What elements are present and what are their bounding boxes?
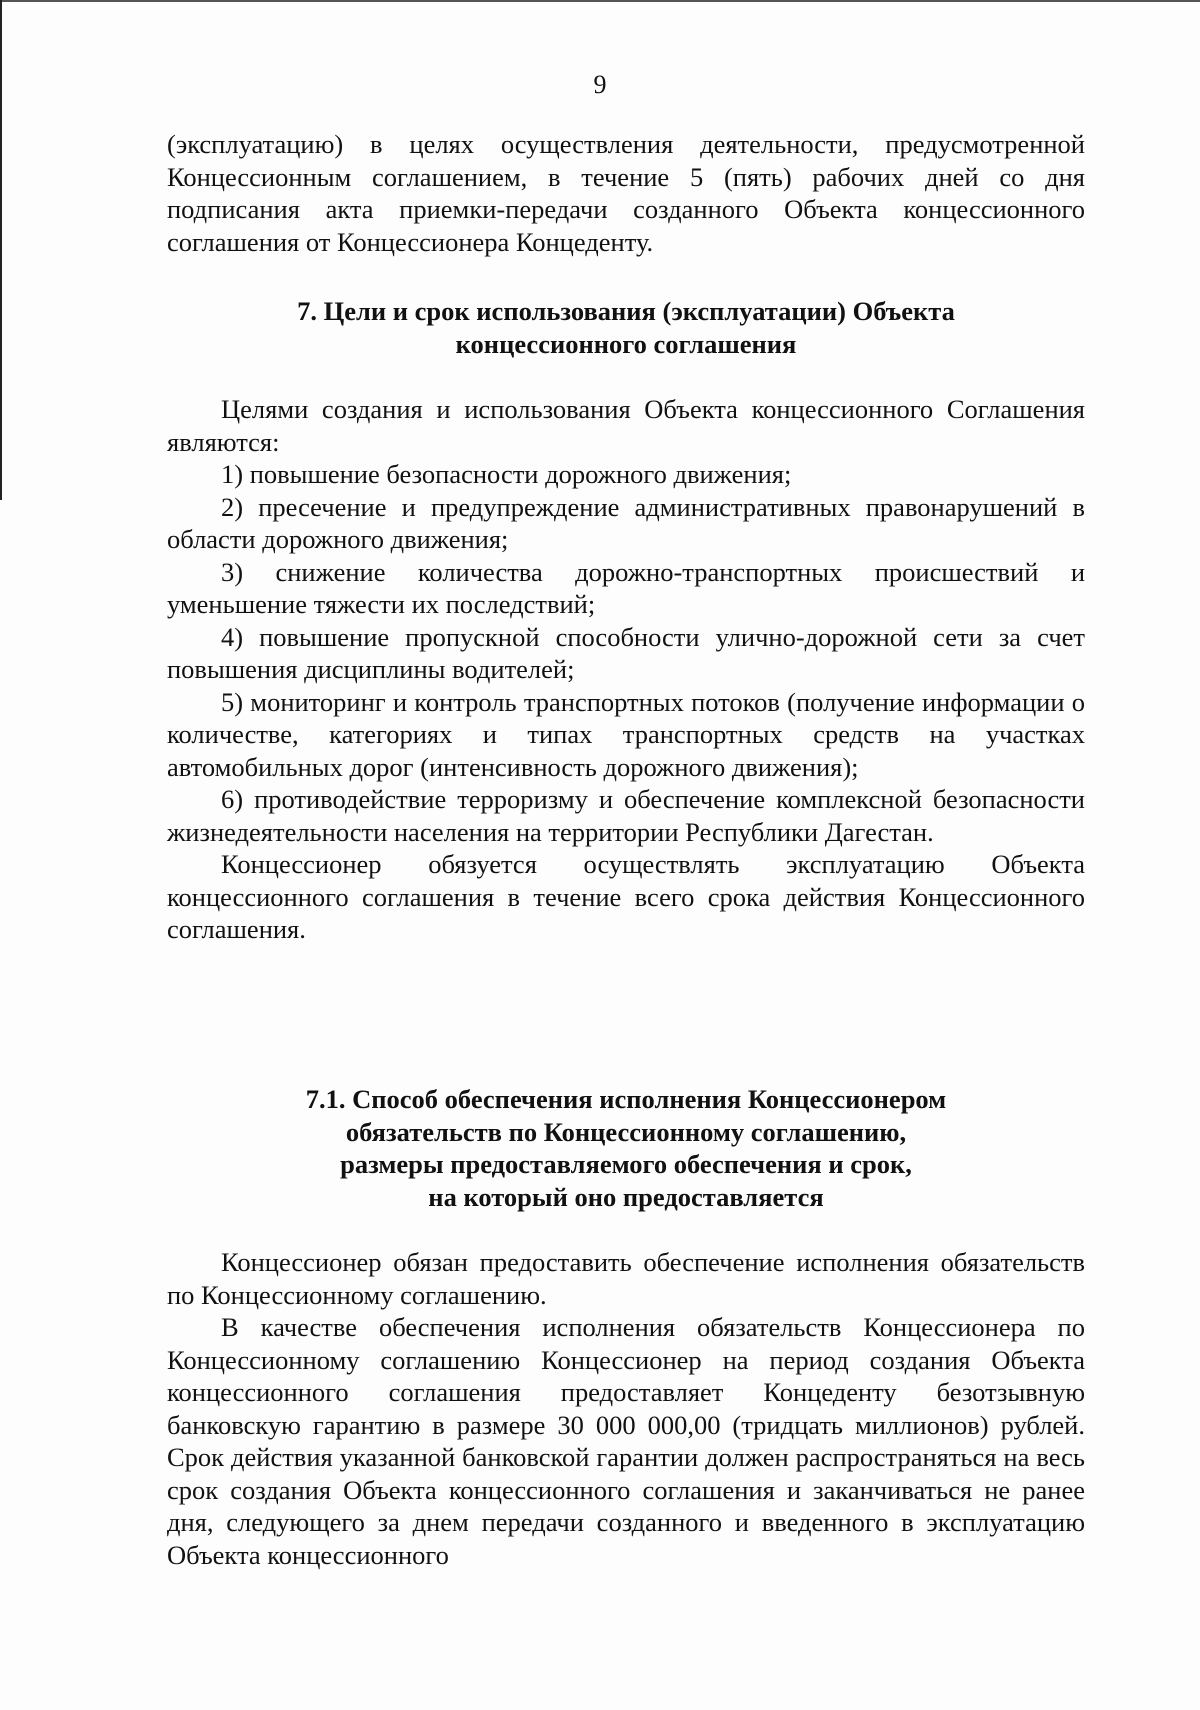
intro-paragraph: (эксплуатацию) в целях осуществления деятельности, предусмотренной Концессионным соглашением, в течение 5 (пять) рабочих дней со дня подписания акта приемки-передачи созданного Объекта концессионного соглашения от Концессионера Концеденту. <box>167 129 1085 257</box>
section-7-item-6: 6) противодействие терроризму и обеспечение комплексной безопасности жизнедеятельности населения на территории Республики Дагестан. <box>167 784 1085 847</box>
section-7-1-heading-line4: на который оно предоставляется <box>428 1181 824 1212</box>
section-7-item-5: 5) мониторинг и контроль транспортных потоков (получение информации о количестве, категориях и типах транспортных средств на участках автомобильных дорог (интенсивность дорожного движения); <box>167 686 1085 782</box>
scan-edge-top <box>0 0 1200 2</box>
section-7-1-heading <box>167 1083 1085 1213</box>
section-7-item-1: 1) повышение безопасности дорожного движения; <box>221 459 792 489</box>
section-7-1-para-1: Концессионер обязан предоставить обеспечение исполнения обязательств по Концессионному соглашению. <box>167 1247 1085 1310</box>
section-7-item-2: 2) пресечение и предупреждение административных правонарушений в области дорожного движения; <box>167 491 1085 554</box>
section-7-1-heading-line3: размеры предоставляемого обеспечения и срок, <box>340 1149 912 1179</box>
page-number: 9 <box>593 70 607 99</box>
section-7-lead: Целями создания и использования Объекта концессионного Соглашения являются: <box>167 394 1085 457</box>
section-7-1-para-2: В качестве обеспечения исполнения обязательств Концессионера по Концессионному соглашению Концессионер на период создания Объекта концессионного соглашения предоставляет Концеденту безотзывную банковскую гарантию в размере 30 000 000,00 (тридцать миллионов) рублей. Срок действия указанной банковской гарантии должен распространяться на весь срок создания Объекта концессионного соглашения и заканчиваться не ранее дня, следующего за днем передачи созданного и введенного в эксплуатацию Объекта концессионного <box>167 1312 1085 1570</box>
section-7-item-3: 3) снижение количества дорожно-транспортных происшествий и уменьшение тяжести их последствий; <box>167 556 1085 619</box>
section-7-1-heading-line2: обязательств по Концессионному соглашению, <box>345 1116 907 1147</box>
section-7-closing: Концессионер обязуется осуществлять эксплуатацию Объекта концессионного соглашения в течение всего срока действия Концессионного соглашения. <box>167 849 1085 944</box>
section-7-heading <box>167 295 1085 360</box>
intro-block <box>167 128 1085 258</box>
section-7-item-4: 4) повышение пропускной способности улично-дорожной сети за счет повышения дисциплины водителей; <box>167 621 1085 684</box>
section-7-heading-line2: концессионного соглашения <box>455 328 797 359</box>
section-7-1-heading-line1: 7.1. Способ обеспечения исполнения Концессионером <box>305 1084 947 1114</box>
section-7-1-body <box>167 1246 1085 1571</box>
section-7-body <box>167 393 1085 946</box>
section-7-heading-line1: 7. Цели и срок использования (эксплуатации) Объекта <box>297 296 955 326</box>
